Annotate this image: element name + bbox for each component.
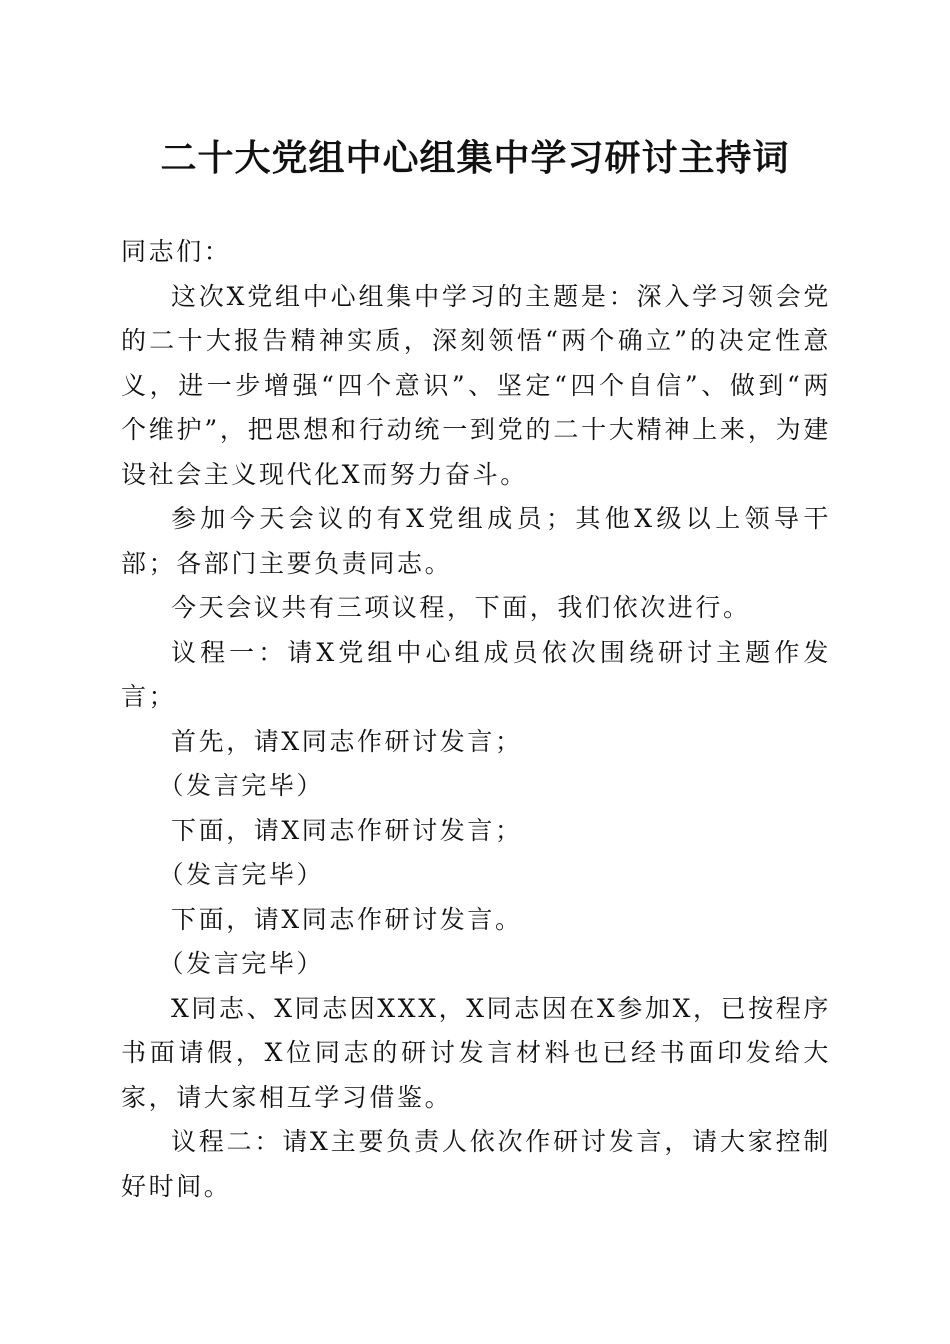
paragraph-first-speaker: 首先，请X同志作研讨发言； (171, 726, 523, 756)
paragraph-agenda-two: 议程二：请X主要负责人依次作研讨发言，请大家控制好时间。 (121, 1127, 831, 1201)
paragraph-attendees: 参加今天会议的有X党组成员；其他X级以上领导干部；各部门主要负责同志。 (121, 504, 831, 578)
paragraph-theme: 这次X党组中心组集中学习的主题是：深入学习领会党的二十大报告精神实质，深刻领悟“两个确立”的决定性意义，进一步增强“四个意识”、坚定“四个自信”、做到“两个维护”，把思想和行动统一到党的二十大精神上来，为建设社会主义现代化X而努力奋斗。 (121, 281, 831, 489)
document-body (121, 230, 831, 1209)
paragraph-leave-notice: X同志、X同志因XXX，X同志因在X参加X，已按程序书面请假，X位同志的研讨发言材料也已经书面印发给大家，请大家相互学习借鉴。 (121, 993, 831, 1112)
document-title: 二十大党组中心组集中学习研讨主持词 (160, 137, 790, 179)
paragraph-speech-finished: （发言完毕） (158, 771, 325, 800)
paragraph-speech-finished: （发言完毕） (158, 949, 325, 978)
paragraph-agenda-intro: 今天会议共有三项议程，下面，我们依次进行。 (171, 593, 751, 622)
paragraph-next-speaker: 下面，请X同志作研讨发言。 (171, 904, 523, 934)
paragraph-next-speaker: 下面，请X同志作研讨发言； (171, 815, 523, 845)
paragraph-agenda-one: 议程一：请X党组中心组成员依次围绕研讨主题作发言； (121, 637, 831, 711)
salutation: 同志们： (121, 237, 232, 266)
paragraph-speech-finished: （发言完毕） (158, 860, 325, 889)
